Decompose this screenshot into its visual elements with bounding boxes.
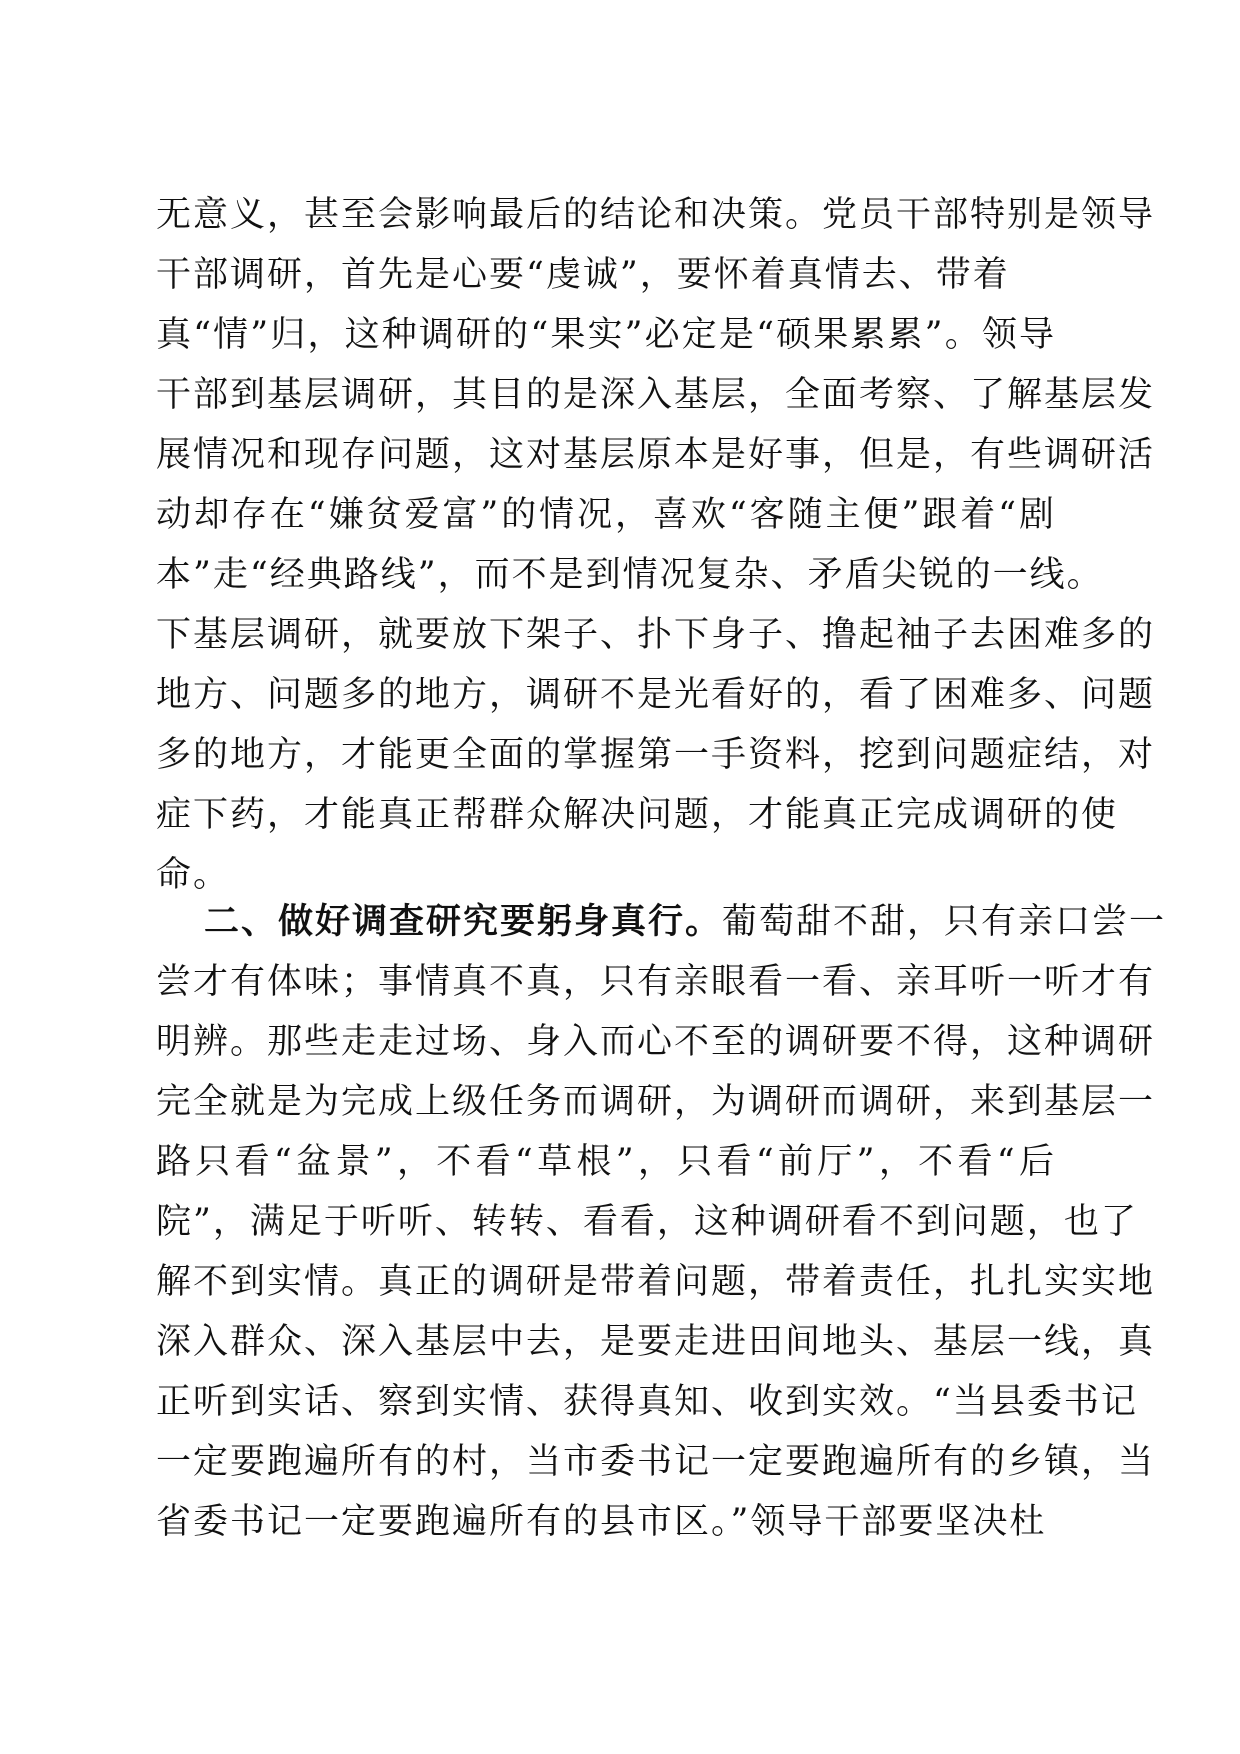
paragraph-line: 路只看“盆景”，不看“草根”，只看“前厅”，不看“后 bbox=[156, 1142, 1056, 1182]
paragraph-line: 多的地方，才能更全面的掌握第一手资料，挖到问题症结，对 bbox=[156, 735, 1156, 775]
paragraph-line: 真“情”归，这种调研的“果实”必定是“硕果累累”。领导 bbox=[156, 315, 1056, 355]
paragraph-2 bbox=[156, 892, 1167, 1552]
paragraph-line: 地方、问题多的地方，调研不是光看好的，看了困难多、问题 bbox=[156, 675, 1156, 715]
paragraph-line: 深入群众、深入基层中去，是要走进田间地头、基层一线，真 bbox=[156, 1322, 1156, 1362]
section-heading: 二、做好调查研究要躬身真行。 bbox=[204, 901, 723, 942]
paragraph-line: 省委书记一定要跑遍所有的县市区。”领导干部要坚决杜 bbox=[156, 1502, 1047, 1542]
paragraph-line: 正听到实话、察到实情、获得真知、收到实效。“当县委书记 bbox=[156, 1382, 1138, 1422]
paragraph-line: 命。 bbox=[156, 855, 231, 895]
paragraph-line: 干部到基层调研，其目的是深入基层，全面考察、了解基层发 bbox=[156, 375, 1156, 415]
paragraph-line: 尝才有体味；事情真不真，只有亲眼看一看、亲耳听一听才有 bbox=[156, 962, 1156, 1002]
paragraph-first-line bbox=[156, 892, 1167, 952]
paragraph-line: 完全就是为完成上级任务而调研，为调研而调研，来到基层一 bbox=[156, 1082, 1156, 1122]
paragraph-line: 动却存在“嫌贫爱富”的情况，喜欢“客随主便”跟着“剧 bbox=[156, 495, 1056, 535]
paragraph-line-rest: 葡萄甜不甜，只有亲口尝一 bbox=[722, 902, 1167, 942]
paragraph-line: 下基层调研，就要放下架子、扑下身子、撸起袖子去困难多的 bbox=[156, 615, 1156, 655]
paragraph-line: 解不到实情。真正的调研是带着问题，带着责任，扎扎实实地 bbox=[156, 1262, 1156, 1302]
paragraph-line: 症下药，才能真正帮群众解决问题，才能真正完成调研的使 bbox=[156, 795, 1119, 835]
paragraph-line: 院”，满足于听听、转转、看看，这种调研看不到问题，也了 bbox=[156, 1202, 1138, 1242]
paragraph-line: 展情况和现存问题，这对基层原本是好事，但是，有些调研活 bbox=[156, 435, 1156, 475]
paragraph-line: 一定要跑遍所有的村，当市委书记一定要跑遍所有的乡镇，当 bbox=[156, 1442, 1156, 1482]
paragraph-line: 明辨。那些走走过场、身入而心不至的调研要不得，这种调研 bbox=[156, 1022, 1156, 1062]
paragraph-line: 无意义，甚至会影响最后的结论和决策。党员干部特别是领导 bbox=[156, 195, 1156, 235]
paragraph-1 bbox=[156, 185, 1156, 905]
paragraph-line: 干部调研，首先是心要“虔诚”，要怀着真情去、带着 bbox=[156, 255, 1010, 295]
paragraph-line: 本”走“经典路线”，而不是到情况复杂、矛盾尖锐的一线。 bbox=[156, 555, 1104, 595]
